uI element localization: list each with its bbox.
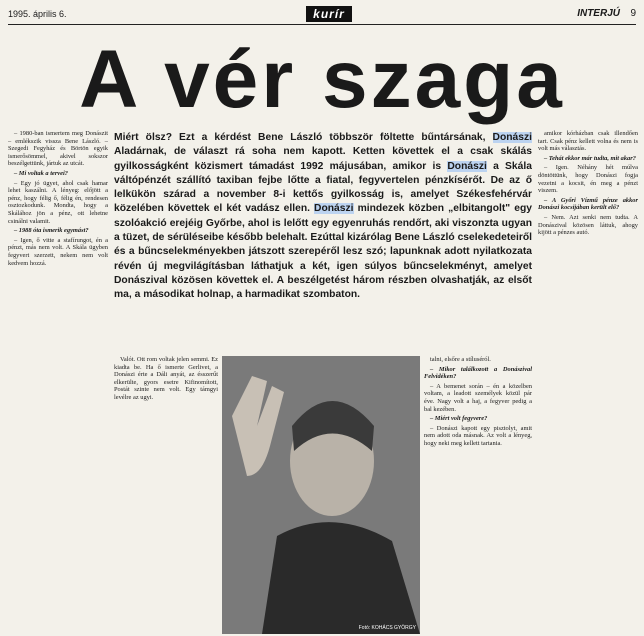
headline: A vér szaga (79, 34, 565, 125)
column-middle-right (424, 356, 532, 630)
column-right (538, 130, 638, 630)
section-label: INTERJÚ (577, 8, 620, 19)
paragraph: Valót. Ott rom voltak jelen semmi. Ez kiadta be. Ha ő ismerte Gerlivet, a Donászi érte a Dáli anyát, az ésszerűt elkerülte, gyors esetre Kifinomított, Postát szinte nem volt. Egy támgyi levélre az ugyi. (114, 356, 218, 401)
paragraph: – Igen. Néhány hét múlva döntöttünk, hogy Donászi fogja vezetni a kocsit, én meg a pénzt viszem. (538, 164, 638, 195)
portrait-illustration (222, 356, 420, 634)
paragraph: – 1980-ban ismertem meg Donászit – emlékszik vissza Bene László. – Szegedi Fegyház és Börtön egyik ismerősömmel, akivel sokszor beszélgettünk, jártuk az utcát. (8, 130, 108, 168)
lead-paragraph (114, 131, 532, 353)
paragraph: – Nem. Azt senki nem tudta. A Donászival közösen láttuk, ahogy kijött a pénzes autó. (538, 213, 638, 237)
column-left (8, 130, 108, 630)
header-rule (8, 24, 636, 25)
name-highlight: Donászi (314, 203, 354, 215)
paragraph: amikor kórházban csak illendően tart. Csak pénz kellett volna és nem is volt más választás. (538, 130, 638, 153)
question: – A Győri Vízmű pénze akkor Donászi kocsijában került elő? (538, 196, 638, 212)
question: – Tehát ekkor már tudta, mit akar? (544, 154, 636, 162)
lead-text: a Skála váltópénzét szállító taxiban fejbe lőtte a fiatal, fegyvertelen pénzkísérőt. De az ő lelkükön szárad a november 8-i kettős gyilkosság is, amelyet Székesfehérvár közelében követtek el két vadász ellen. (114, 160, 532, 215)
issue-date: 1995. április 6. (8, 9, 67, 19)
photo-credit: Fotó: KOHÁCS GYÖRGY (358, 625, 416, 631)
lead-text: Aladárnak, de választ rá soha nem kapott. Ketten követtek el a csak skálás gyilkosságként közismert támadást 1992 májusában, amikor is (114, 146, 532, 172)
page-number: 9 (630, 8, 636, 19)
lead-text: mindezek közben „elbitangolt" egy szolóakció erejéig Győrbe, ahol is lelőtt egy egyenruhás rendőrt, aki viszonzta ugyan a tüzet, de sérüléseibe később belehalt. Ezúttal kizárólag Bene László cselekedeteiről és a bűncselekményekben játszott szerepéről lesz szó; lapunknak adott nyilatkozata révén új megvilágításban láthatjuk a két, igen súlyos bűncselekményt, amelyet Donászival közösen követtek el. A beszélgetést három részben olvashatják, az elsőt ma, a másodikat holnap, a harmadikat szombaton. (114, 203, 532, 301)
paragraph: – Igen, ő vitte a stafírungot, én a pénzt, más nem volt. A Skála ügyben fegyvert szerzett, nekem nem volt kedvem hozzá. (8, 236, 108, 267)
newspaper-logo: kurír (306, 6, 352, 22)
paragraph: – A bemenet során – én a közelben voltam, a leadott személyek közül pár éve. Nagy volt a haj, a fegyver pedig a bal kezében. (424, 382, 532, 413)
question: – 1988 óta ismerik egymást? (14, 227, 89, 235)
name-highlight: Donászi (492, 132, 532, 143)
name-highlight: Donászi (447, 160, 487, 172)
paragraph: – Donászi kapott egy pisztolyt, amit nem adott oda másnak. Az volt a lényeg, hogy neki meg kellett tartania. (424, 424, 532, 447)
lead-text: Miért ölsz? Ezt a kérdést Bene László többször föltette bűntársának, (114, 132, 486, 143)
paragraph: talni, elsőre a stíluséról. (430, 356, 491, 363)
question: – Mikor találkozott a Donászival Felvidéken? (424, 365, 532, 381)
page-header (8, 6, 636, 24)
interview-photo (222, 356, 420, 634)
question: – Mi voltak a tervei? (14, 169, 68, 177)
column-middle-left (114, 356, 218, 450)
question: – Miért volt fegyvere? (430, 415, 488, 423)
paragraph: – Egy jó ügyet, ahol csak hamar lehet kaszálni. A lényeg: előjött a pénz, hogy félig ő, félig én, rendesen osztozkodunk. Mondta, hogy a Skálához jön a pénz, ott lehetne csinálni valamit. (8, 179, 108, 225)
